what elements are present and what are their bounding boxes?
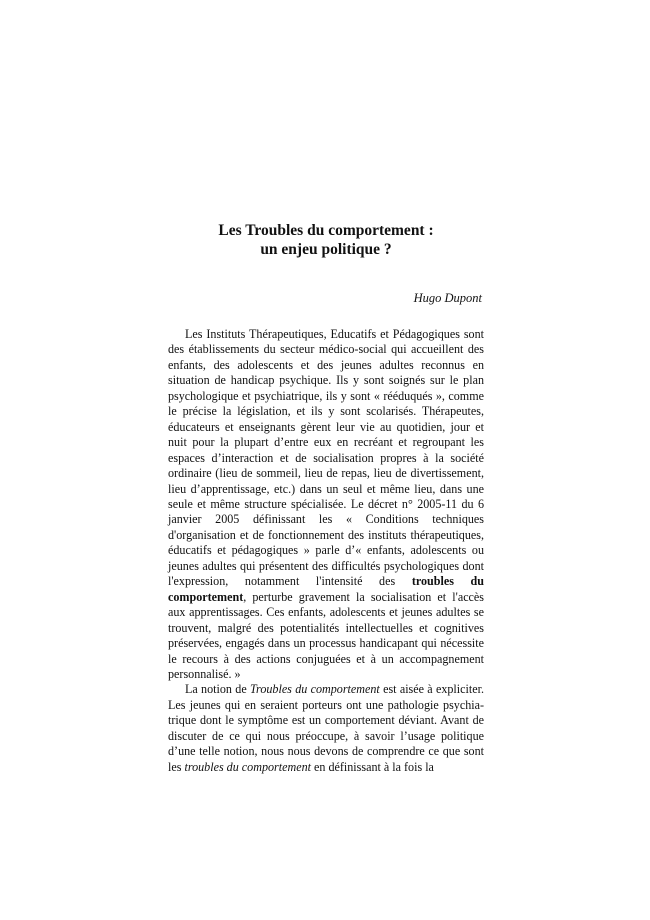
title-line-1: Les Troubles du comportement :: [218, 222, 434, 239]
title-line-2: un enjeu politique ?: [260, 241, 392, 258]
paragraph-1: [168, 327, 484, 682]
author-name: Hugo Dupont: [413, 291, 482, 305]
paragraph-1-text-a: Les Instituts Thérapeutiques, Educatifs et Pédagogiques sont des établissements du secteur médico-social qui accueillent des enfants, des adolescents et des jeunes adultes reconnus en situation de handicap psychique. Ils y sont soignés sur le plan psychologique et psychiatrique, ils y sont « rééduqués », comme le précise la législation, et ils y sont scolarisés. Thérapeutes, éducateurs et enseignants gèrent leur vie au quotidien, jour et nuit pour la plupart d’entre eux en recréant et regroupant les espaces d’interaction et de socialisation propres à la société ordinaire (lieu de sommeil, lieu de repas, lieu de divertissement, lieu d’apprentissage, etc.) dans un seul et même lieu, dans une seule et même structure spécialisée. Le décret n° 2005-11 du 6 janvier 2005 définissant les « Conditions techniques d'organisation et de fonctionnement des instituts thérapeutiques, éducatifs et pédagogiques » parle d’« enfants, adolescents ou jeunes adultes qui présentent des difficultés psychologiques dont l'expression, notamment l'intensité des: [168, 327, 484, 589]
paragraph-2-italic-term-1: Troubles du comportement: [250, 682, 380, 697]
page-title: [168, 221, 484, 259]
paragraph-2-text-a: La notion de: [185, 682, 250, 697]
paragraph-1-text-b: , perturbe gravement la socialisation et l'accès aux apprentissages. Ces enfants, adolescents et jeunes adultes se trouvent, malgré des potentialités intellectuelles et cognitives préservées, engagés dans un processus handicapant qui nécessite le recours à des actions conjuguées et à un accompagnement personnalisé. »: [168, 589, 484, 681]
paragraph-2-italic-term-2: troubles du comportement: [184, 759, 311, 774]
paragraph-2: [168, 682, 484, 775]
paragraph-2-text-c: en définissant à la fois la: [311, 759, 434, 774]
paragraph-2-text-b: est aisée à expliciter. Les jeunes qui en seraient porteurs ont une pathologie psychia-trique dont le symptôme est un comportement déviant. Avant de discuter de ce qui nous préoccupe, à savoir l’usage politique d’une telle notion, nous nous devons de comprendre ce que sont les: [168, 682, 484, 774]
paragraph-1-bold-term: troubles du comportement: [168, 574, 484, 604]
body-text: [168, 327, 484, 775]
